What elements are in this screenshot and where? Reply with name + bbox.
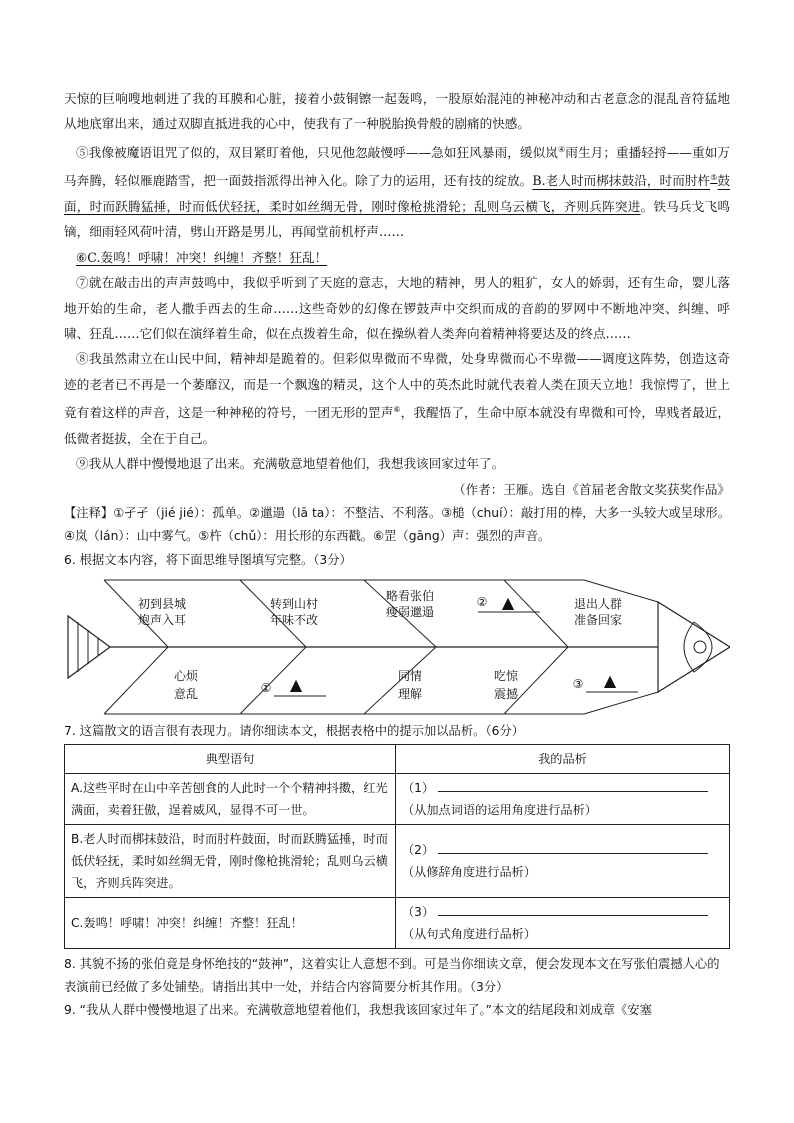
p5-underlined-a: B.老人时而梆抹鼓沿，时而肘杵 (532, 173, 711, 189)
answer-3-number: （3） (402, 904, 435, 919)
blank-2-number: ② (476, 594, 488, 609)
note-1: ①孑孑（jié jié）：孤单。 (113, 505, 250, 520)
p5-text-a: ⑤我像被魔语诅咒了似的，双目紧盯着他，只见他忽敲慢呼——急如狂风暴雨，缓似岚 (76, 145, 558, 160)
bone-top-4 (501, 580, 568, 647)
paragraph-5 (64, 137, 730, 245)
answer-1-hint: （从加点词语的运用角度进行品析） (402, 802, 597, 817)
note-ref-6: ⑥ (393, 405, 401, 415)
note-5: ⑤杵（chǔ）：用长形的东西戳。 (198, 529, 374, 544)
fishbone-diagram (64, 574, 730, 716)
top-label-2b: 年味不改 (269, 612, 319, 627)
blank-3-number: ③ (572, 676, 584, 691)
blank-1-marker: ▲ (289, 674, 303, 694)
blank-3-marker: ▲ (603, 670, 617, 690)
note-3: ③槌（chuí）：敲打用的棒，大多一头较大或呈球形。 (441, 505, 730, 520)
answer-2-hint: （从修辞角度进行品析） (402, 864, 537, 879)
question-7: 7. 这篇散文的语言很有表现力。请你细读本文，根据表格中的提示加以品析。（6分） (64, 723, 525, 738)
analysis-cell-1 (396, 773, 730, 824)
bottom-label-1a: 心烦 (173, 668, 199, 683)
analysis-cell-2 (396, 824, 730, 897)
blank-1-number: ① (260, 680, 272, 695)
paragraph-8 (64, 346, 730, 451)
annotations (64, 502, 730, 549)
note-ref-5: ⑤ (710, 173, 718, 183)
question-8: 8. 其貌不扬的张伯竟是身怀绝技的“鼓神”，这着实让人意想不到。可是当你细读文章，便会发现本文在写张伯震撼人心的表演前已经做了多处铺垫。请指出其中一处，并结合内容简要分析其作用。（3分） (64, 956, 720, 994)
bottom-label-3b: 理解 (397, 686, 423, 701)
p5-text-b: 雨生月；重播轻捋——重如万马奔腾，轻似雁鹿踏雪，把一面鼓指派得出神入化。除了力的运用，还有技的绽放。 (64, 145, 731, 189)
top-label-1b: 炮声入耳 (137, 612, 187, 627)
paragraph-9: ⑨我从人群中慢慢地退了出来。充满敬意地望着他们，我想我该回家过年了。 (76, 456, 505, 472)
blank-2-marker: ▲ (501, 592, 515, 612)
answer-2-number: （2） (402, 842, 435, 857)
paragraph-7: ⑦就在敲击出的声声鼓鸣中，我似乎听到了天庭的意志，大地的精神，男人的粗犷，女人的娇弱，还有生命，婴儿落地开始的生命，老人撒手西去的生命……这些奇妙的幻像在锣鼓声中交织而成的音韵的罗网中不断地冲突、纠缠、呼啸、狂乱……它们似在演绎着生命，似在点拨着生命，似在操纵着人类奔向着精神将要达及的终点…… (64, 275, 730, 342)
question-6: 6. 根据文本内容，将下面思维导图填写完整。（3分） (64, 552, 352, 567)
bottom-edge-head (584, 692, 658, 714)
note-2: ②邋遢（lā ta）：不整洁、不利落。 (249, 505, 442, 520)
note-4: ④岚（lán）：山中雾气。 (64, 529, 199, 544)
bottom-label-4b: 震撼 (493, 686, 519, 701)
table-row (65, 897, 730, 948)
answer-3-blank[interactable] (438, 901, 708, 916)
top-label-5a: 退出人群 (573, 596, 623, 611)
top-label-2a: 转到山村 (269, 596, 319, 611)
p8-text-a: ⑧我虽然肃立在山民中间，精神却是跪着的。但彩似卑微而不卑微，处身卑微而心不卑微——调度这阵势，创造这奇迹的老者已不再是一个萎靡汉，而是一个飘逸的精灵，这个人中的英杰此时就代表着人类在顶天立地！我惊愕了，世上竟有着这样的声音，这是一种神秘的符号，一团无形的罡声 (64, 351, 730, 421)
table-row (65, 773, 730, 824)
table-header-row (65, 744, 730, 773)
sentence-c: C.轰鸣！呼啸！冲突！纠缠！齐整！狂乱！ (65, 897, 396, 948)
answer-1-number: （1） (402, 780, 435, 795)
bone-bottom-1 (104, 647, 168, 714)
note-ref-4: ④ (558, 144, 566, 154)
paragraph-continued: 天惊的巨响嗖地刺进了我的耳膜和心脏，接着小鼓铜镲一起轰鸣，一股原始混沌的神秘冲动和古老意念的混乱音符猛地从地底窜出来，通过双脚直抵进我的心中，使我有了一种脱胎换骨般的剧痛的快感。 (64, 91, 730, 132)
question-9: 9. “我从人群中慢慢地退了出来。充满敬意地望着他们，我想我该回家过年了。”本文的结尾段和刘成章《安塞 (64, 1002, 652, 1017)
fish-head-curve (684, 622, 712, 672)
top-label-3a: 略看张伯 (385, 588, 435, 603)
top-label-5b: 准备回家 (573, 612, 623, 627)
fish-tail (68, 616, 110, 678)
note-6: ⑥罡（gāng）声：强烈的声音。 (373, 529, 551, 544)
col-header-analysis: 我的品析 (396, 744, 730, 773)
bottom-label-4a: 吃惊 (493, 668, 519, 683)
sentence-b: B.老人时而梆抹鼓沿，时而肘杵鼓面，时而跃腾猛捶，时而低伏轻抚，柔时如丝绸无骨，刚时像枪挑滑轮；乱则乌云横飞，齐则兵阵突进。 (65, 824, 396, 897)
exam-page (64, 86, 730, 1022)
answer-1-blank[interactable] (438, 777, 708, 792)
top-label-3b: 瘦弱邋遢 (385, 604, 435, 619)
p8-text-b: ，我醒悟了，生命中原本就没有卑微和可怜，卑贱者最近，低微者挺拔，全在于自己。 (64, 405, 731, 446)
fish-eye (694, 641, 706, 653)
top-label-1a: 初到县城 (137, 596, 187, 611)
bottom-label-1b: 意乱 (173, 686, 199, 701)
p5-text-c: 。铁马兵戈飞鸣镝，细雨轻风荷叶清，劈山开路是男儿，再闻堂前机杼声…… (64, 199, 731, 240)
analysis-cell-3 (396, 897, 730, 948)
bottom-label-3a: 同情 (397, 668, 423, 683)
analysis-table (64, 744, 730, 949)
notes-label: 【注释】 (64, 505, 114, 520)
paragraph-6 (64, 245, 730, 270)
author-source: （作者：王雁。选自《首届老舍散文奖获奖作品》 (452, 481, 730, 497)
sentence-a: A.这些平时在山中辛苦刨食的人此时一个个精神抖擞，红光满面，卖着狂傲，逞着威风，显得不可一世。 (65, 773, 396, 824)
table-row (65, 824, 730, 897)
answer-3-hint: （从句式角度进行品析） (402, 926, 537, 941)
col-header-sentence: 典型语句 (65, 744, 396, 773)
p5-underlined-b: 鼓面，时而跃腾猛捶，时而低伏轻抚，柔时如丝绸无骨，刚时像枪挑滑轮；乱则乌云横飞，齐则兵阵突进 (64, 173, 731, 214)
answer-2-blank[interactable] (438, 839, 708, 854)
p6-underlined: ⑥C.轰鸣！呼啸！冲突！纠缠！齐整！狂乱！ (76, 249, 328, 265)
